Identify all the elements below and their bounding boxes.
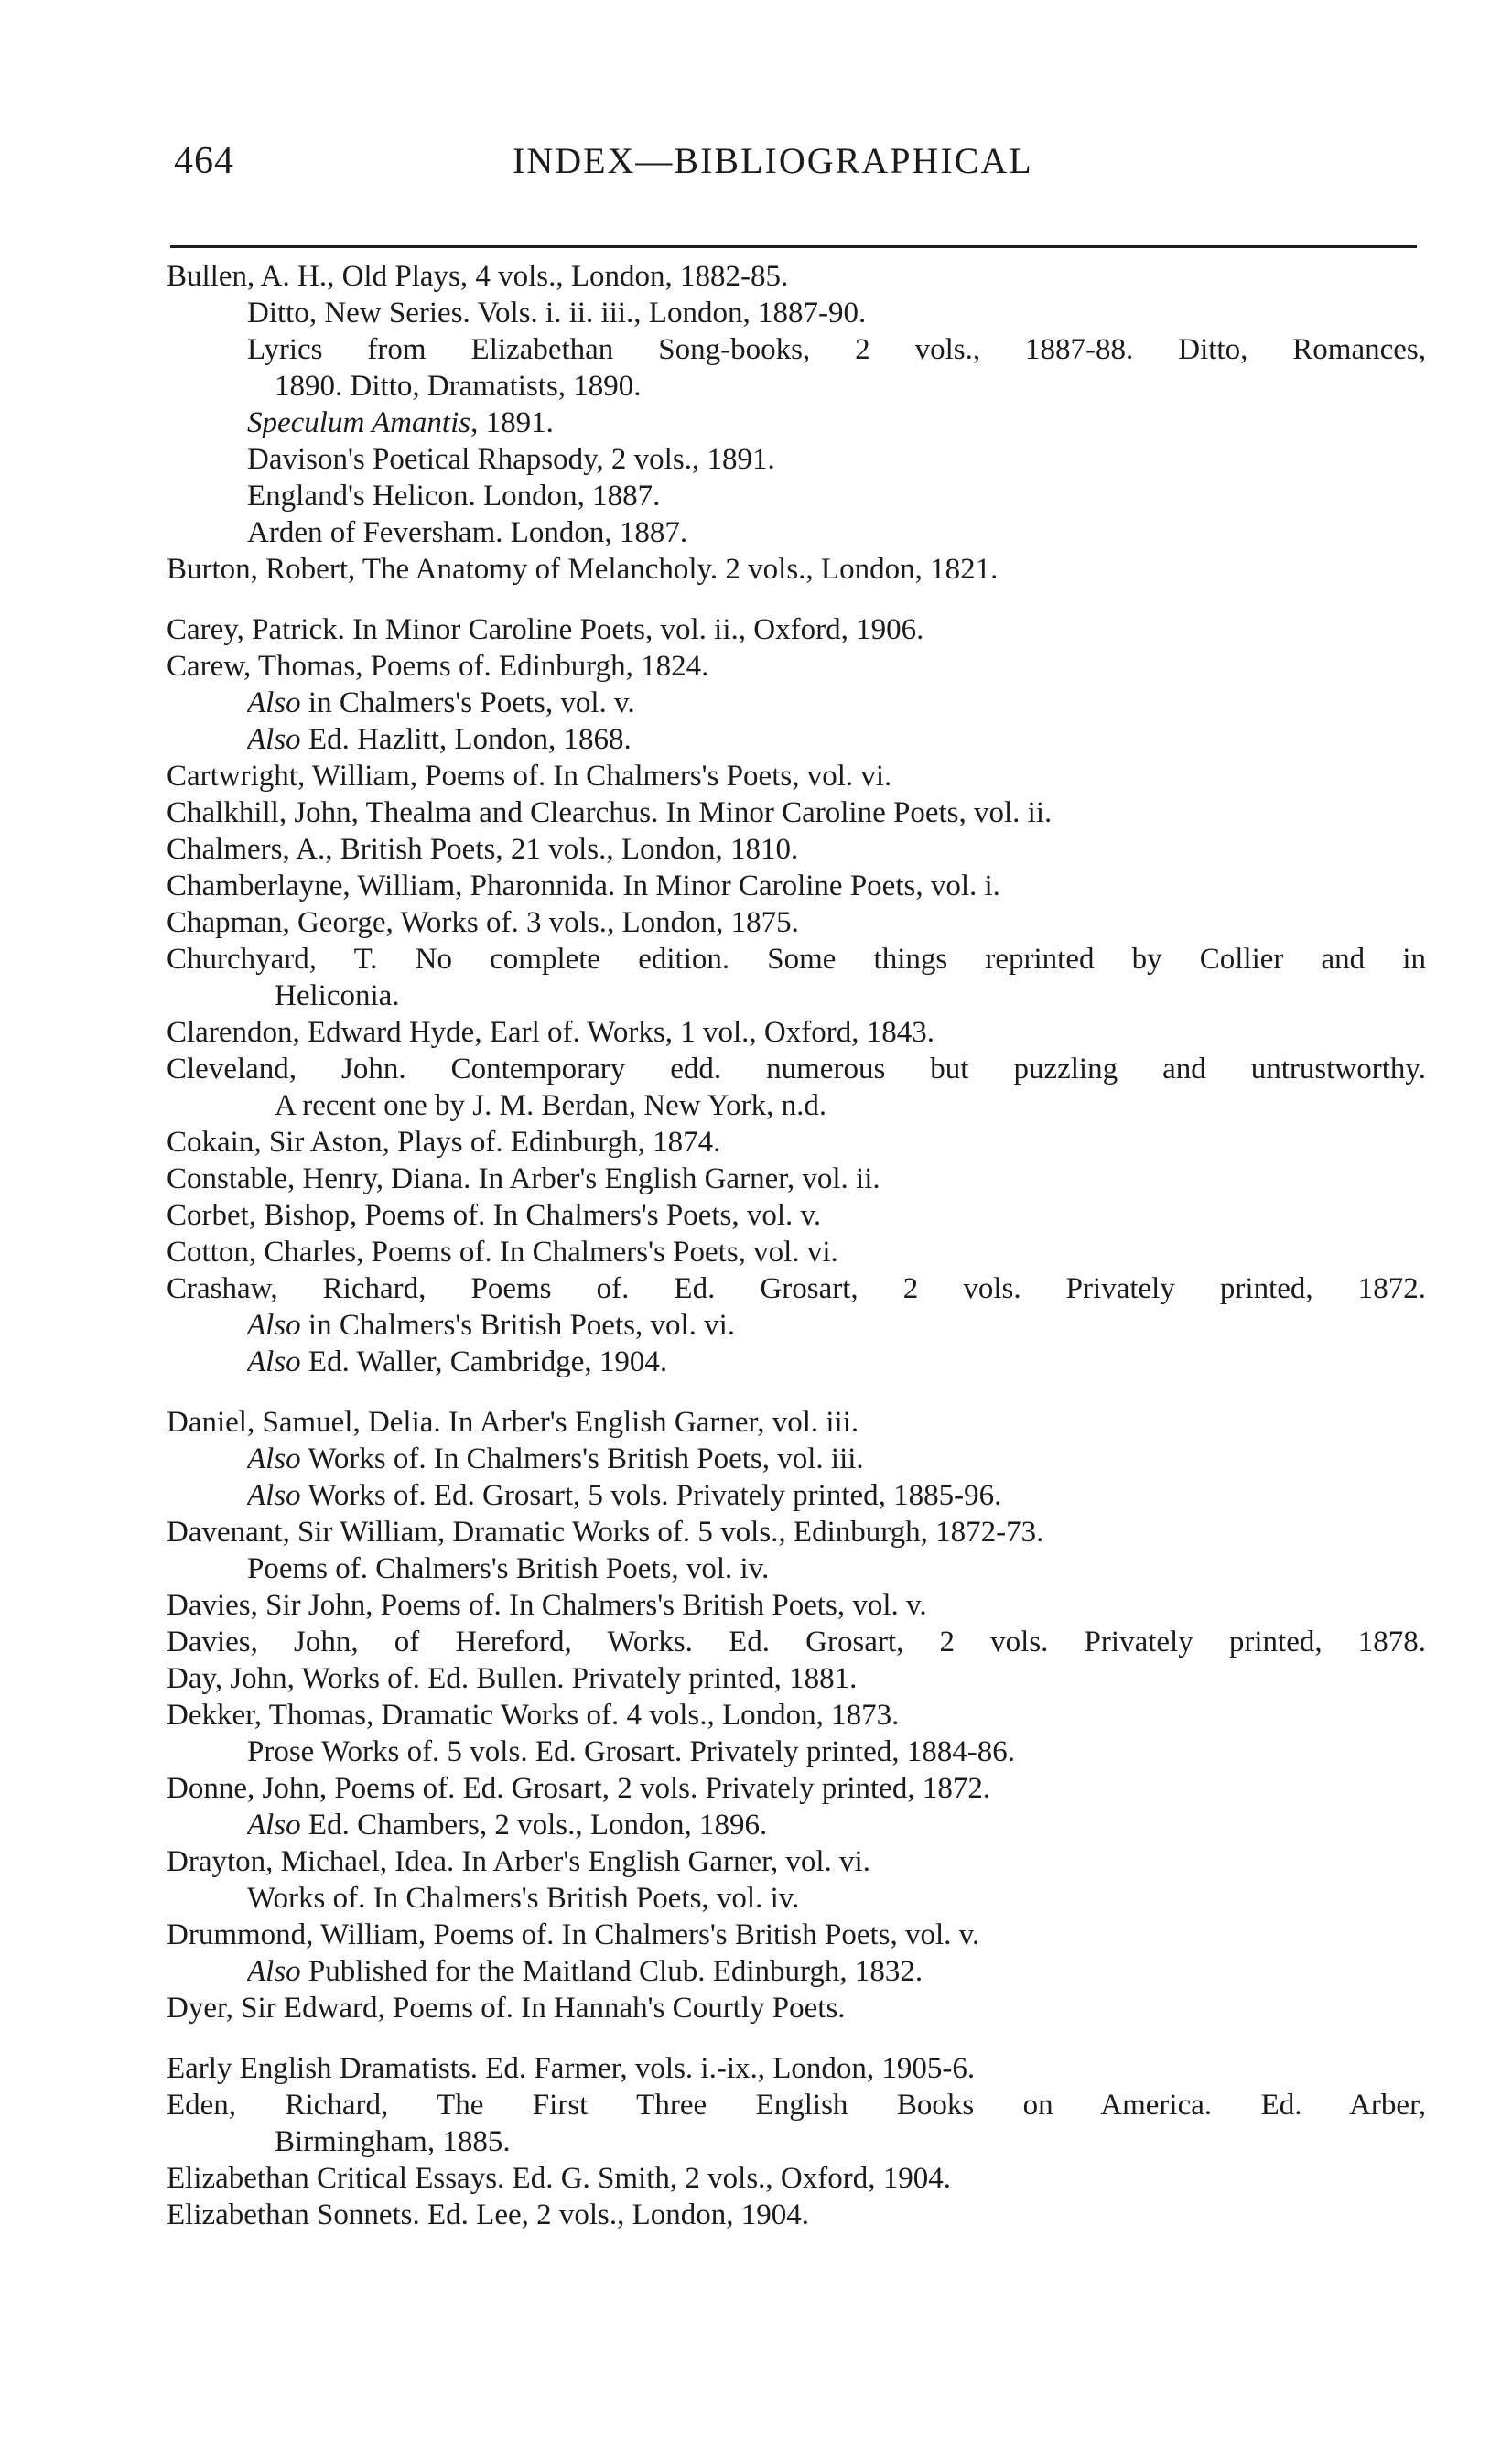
italic-text: Also xyxy=(247,1345,301,1378)
line-text: Drayton, Michael, Idea. In Arber's English Garner, vol. vi. xyxy=(167,1845,870,1878)
index-line xyxy=(167,2048,1426,2089)
line-text: Constable, Henry, Diana. In Arber's English Garner, vol. ii. xyxy=(167,1162,880,1195)
index-line xyxy=(247,683,1426,723)
line-text: Works of. In Chalmers's British Poets, vol. iv. xyxy=(247,1882,800,1915)
line-text: Chalkhill, John, Thealma and Clearchus. In Minor Caroline Poets, vol. ii. xyxy=(167,796,1053,829)
index-line xyxy=(247,1732,1426,1772)
index-line xyxy=(247,1549,1426,1589)
line-text: Prose Works of. 5 vols. Ed. Grosart. Privately printed, 1884-86. xyxy=(247,1735,1016,1768)
line-text: Ed. Chambers, 2 vols., London, 1896. xyxy=(300,1809,768,1842)
italic-text: Also xyxy=(247,1442,301,1475)
line-text: Davies, Sir John, Poems of. In Chalmers's British Poets, vol. v. xyxy=(167,1589,927,1622)
index-line xyxy=(167,1159,1426,1199)
index-line xyxy=(247,329,1426,370)
line-text: Carey, Patrick. In Minor Caroline Poets, vol. ii., Oxford, 1906. xyxy=(167,613,924,646)
index-line xyxy=(275,976,1426,1016)
index-line xyxy=(167,902,1426,943)
index-line xyxy=(247,403,1426,443)
line-text: Elizabethan Sonnets. Ed. Lee, 2 vols., London, 1904. xyxy=(167,2198,810,2231)
index-line xyxy=(247,513,1426,553)
line-text: Cotton, Charles, Poems of. In Chalmers's Poets, vol. vi. xyxy=(167,1236,838,1269)
line-text: Ed. Waller, Cambridge, 1904. xyxy=(300,1345,668,1378)
italic-text: Speculum Amantis xyxy=(247,406,471,439)
line-text: in Chalmers's British Poets, vol. vi. xyxy=(300,1309,736,1342)
line-text: Dekker, Thomas, Dramatic Works of. 4 vols., London, 1873. xyxy=(167,1699,900,1732)
index-line xyxy=(167,256,1426,297)
index-line xyxy=(167,1195,1426,1236)
index-line xyxy=(247,1951,1426,1992)
index-line xyxy=(167,646,1426,686)
index-line xyxy=(247,1342,1426,1382)
index-line xyxy=(167,1122,1426,1162)
line-text: Eden, Richard, The First Three English Books on America. Ed. Arber, xyxy=(167,2089,1426,2122)
index-line xyxy=(167,1842,1426,1882)
index-line xyxy=(167,1585,1426,1626)
line-text: Poems of. Chalmers's British Poets, vol. iv. xyxy=(247,1552,770,1585)
index-line xyxy=(167,1269,1426,1309)
page-number: 464 xyxy=(174,140,234,182)
index-line xyxy=(247,1878,1426,1918)
index-line xyxy=(247,439,1426,480)
page-header xyxy=(0,0,1512,247)
index-line xyxy=(167,2085,1426,2125)
italic-text: Also xyxy=(247,1309,301,1342)
line-text: Donne, John, Poems of. Ed. Grosart, 2 vols. Privately printed, 1872. xyxy=(167,1772,991,1805)
index-line xyxy=(167,1622,1426,1662)
index-line xyxy=(247,476,1426,516)
index-line xyxy=(167,1695,1426,1735)
line-text: Elizabethan Critical Essays. Ed. G. Smith, 2 vols., Oxford, 1904. xyxy=(167,2162,951,2195)
line-text: 1890. Ditto, Dramatists, 1890. xyxy=(275,370,642,403)
line-text: Cokain, Sir Aston, Plays of. Edinburgh, 1874. xyxy=(167,1126,721,1159)
index-line xyxy=(167,549,1426,589)
line-text: in Chalmers's Poets, vol. v. xyxy=(300,686,635,719)
index-line xyxy=(275,366,1426,406)
line-text: Published for the Maitland Club. Edinburgh, 1832. xyxy=(300,1955,923,1988)
index-line xyxy=(275,1086,1426,1126)
index-line xyxy=(167,1988,1426,2028)
line-text: Carew, Thomas, Poems of. Edinburgh, 1824. xyxy=(167,650,709,683)
index-line xyxy=(167,2195,1426,2235)
line-text: , 1891. xyxy=(470,406,554,439)
index-line xyxy=(167,939,1426,979)
index-line xyxy=(167,610,1426,650)
index-line xyxy=(247,1475,1426,1516)
index-line xyxy=(275,2122,1426,2162)
index-line xyxy=(167,1049,1426,1089)
line-text: Cartwright, William, Poems of. In Chalmers's Poets, vol. vi. xyxy=(167,760,892,793)
line-text: Dyer, Sir Edward, Poems of. In Hannah's Courtly Poets. xyxy=(167,1992,846,2025)
italic-text: Also xyxy=(247,686,301,719)
index-line xyxy=(167,1658,1426,1699)
italic-text: Also xyxy=(247,1809,301,1842)
index-line xyxy=(167,866,1426,906)
line-text: Chapman, George, Works of. 3 vols., London, 1875. xyxy=(167,906,799,939)
line-text: Burton, Robert, The Anatomy of Melancholy. 2 vols., London, 1821. xyxy=(167,553,999,586)
line-text: Birmingham, 1885. xyxy=(275,2125,511,2158)
index-line xyxy=(167,1768,1426,1809)
line-text: Day, John, Works of. Ed. Bullen. Privately printed, 1881. xyxy=(167,1662,858,1695)
index-line xyxy=(167,756,1426,796)
italic-text: Also xyxy=(247,1955,301,1988)
line-text: Works of. Ed. Grosart, 5 vols. Privately printed, 1885-96. xyxy=(300,1479,1002,1512)
line-text: Works of. In Chalmers's British Poets, vol. iii. xyxy=(300,1442,864,1475)
index-line xyxy=(167,1402,1426,1442)
line-text: Daniel, Samuel, Delia. In Arber's English Garner, vol. iii. xyxy=(167,1406,859,1439)
line-text: Corbet, Bishop, Poems of. In Chalmers's Poets, vol. v. xyxy=(167,1199,822,1232)
index-line xyxy=(247,293,1426,333)
line-text: Chamberlayne, William, Pharonnida. In Minor Caroline Poets, vol. i. xyxy=(167,870,1000,902)
line-text: Ed. Hazlitt, London, 1868. xyxy=(300,723,632,756)
line-text: Heliconia. xyxy=(275,979,400,1012)
index-line xyxy=(167,1012,1426,1053)
line-text: Ditto, New Series. Vols. i. ii. iii., London, 1887-90. xyxy=(247,297,867,329)
line-text: Clarendon, Edward Hyde, Earl of. Works, 1 vol., Oxford, 1843. xyxy=(167,1016,934,1049)
line-text: Lyrics from Elizabethan Song-books, 2 vols., 1887-88. Ditto, Romances, xyxy=(247,333,1426,366)
line-text: Crashaw, Richard, Poems of. Ed. Grosart, 2 vols. Privately printed, 1872. xyxy=(167,1272,1426,1305)
line-text: Davison's Poetical Rhapsody, 2 vols., 1891. xyxy=(247,443,775,476)
index-line xyxy=(167,1512,1426,1552)
index-line xyxy=(247,1805,1426,1845)
line-text: Chalmers, A., British Poets, 21 vols., London, 1810. xyxy=(167,833,799,866)
line-text: Bullen, A. H., Old Plays, 4 vols., London, 1882-85. xyxy=(167,260,789,293)
index-line xyxy=(247,719,1426,760)
index-line xyxy=(247,1305,1426,1345)
italic-text: Also xyxy=(247,1479,301,1512)
line-text: Drummond, William, Poems of. In Chalmers's British Poets, vol. v. xyxy=(167,1918,980,1951)
line-text: Cleveland, John. Contemporary edd. numerous but puzzling and untrustworthy. xyxy=(167,1053,1426,1086)
index-line xyxy=(247,1439,1426,1479)
line-text: Davies, John, of Hereford, Works. Ed. Grosart, 2 vols. Privately printed, 1878. xyxy=(167,1626,1426,1658)
index-line xyxy=(167,1232,1426,1272)
line-text: Davenant, Sir William, Dramatic Works of. 5 vols., Edinburgh, 1872-73. xyxy=(167,1516,1044,1549)
index-line xyxy=(167,1915,1426,1955)
italic-text: Also xyxy=(247,723,301,756)
line-text: Arden of Feversham. London, 1887. xyxy=(247,516,688,549)
line-text: Early English Dramatists. Ed. Farmer, vols. i.-ix., London, 1905-6. xyxy=(167,2052,976,2085)
line-text: Churchyard, T. No complete edition. Some things reprinted by Collier and in xyxy=(167,943,1426,976)
line-text: A recent one by J. M. Berdan, New York, n.d. xyxy=(275,1089,827,1122)
index-line xyxy=(167,829,1426,870)
header-rule xyxy=(170,245,1417,248)
line-text: England's Helicon. London, 1887. xyxy=(247,480,661,513)
index-line xyxy=(167,2158,1426,2198)
index-line xyxy=(167,793,1426,833)
running-title: INDEX—BIBLIOGRAPHICAL xyxy=(513,140,1033,181)
